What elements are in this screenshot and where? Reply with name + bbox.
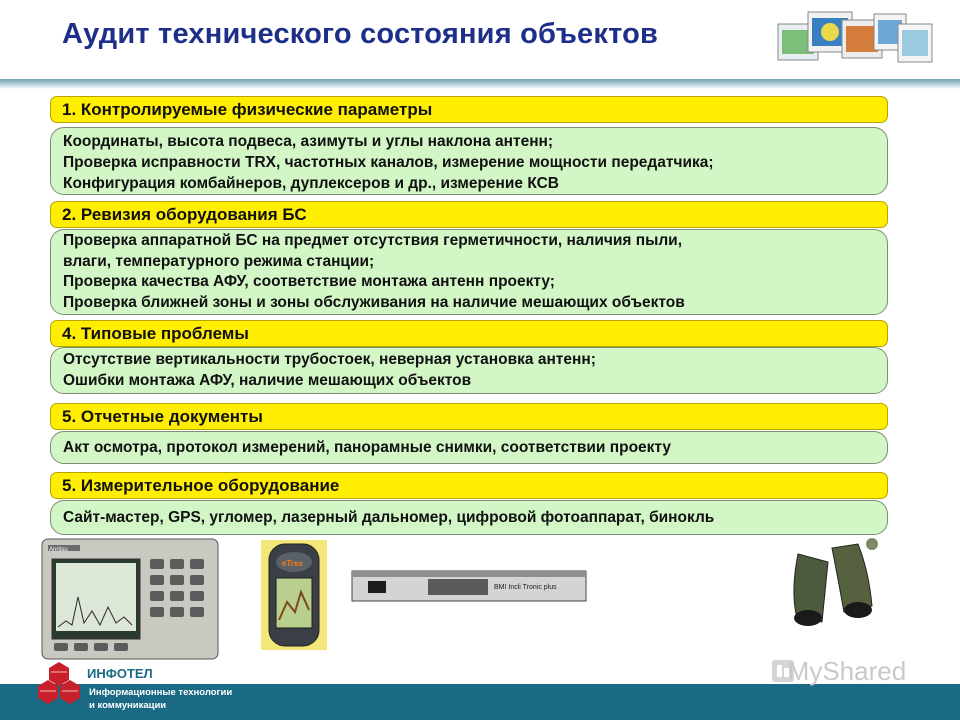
section-body-typical-problems bbox=[50, 347, 888, 394]
myshared-watermark bbox=[766, 656, 906, 687]
section-line: Проверка качества АФУ, соответствие монтажа антенн проекту; bbox=[63, 273, 555, 290]
infotel-logo-icon bbox=[36, 660, 82, 712]
section-line: Отсутствие вертикальности трубостоек, неверная установка антенн; bbox=[63, 351, 596, 368]
binoculars-photo bbox=[784, 534, 884, 630]
section-line: Проверка ближней зоны и зоны обслуживания на наличие мешающих объектов bbox=[63, 293, 685, 311]
level-brand: BMI Incli Tronic plus bbox=[494, 584, 557, 591]
section-header-physical-parameters: 1. Контролируемые физические параметры bbox=[50, 96, 888, 123]
section-header-typical-problems: 4. Типовые проблемы bbox=[50, 320, 888, 347]
title-divider bbox=[0, 79, 960, 89]
watermark-text: MyShared bbox=[787, 656, 907, 686]
slide-title: Аудит технического состояния объектов bbox=[62, 18, 659, 50]
brand-tagline-line2: и коммуникации bbox=[89, 700, 167, 711]
section-header-equipment: 5. Измерительное оборудование bbox=[50, 472, 888, 499]
brand-tagline-line1: Информационные технологии bbox=[89, 687, 233, 698]
site-master-photo bbox=[40, 537, 220, 661]
section-line: Проверка исправности TRX, частотных каналов, измерение мощности передатчика; bbox=[63, 154, 714, 171]
digital-level-photo bbox=[348, 565, 590, 607]
section-line: Конфигурация комбайнеров, дуплексеров и др., измерение КСВ bbox=[63, 175, 559, 192]
section-body-reports bbox=[50, 431, 888, 464]
section-body-physical-parameters bbox=[50, 127, 888, 195]
gps-photo bbox=[261, 540, 327, 650]
section-header-reports: 5. Отчетные документы bbox=[50, 403, 888, 430]
section-line: влаги, температурного режима станции; bbox=[63, 252, 375, 270]
section-line: Координаты, высота подвеса, азимуты и углы наклона антенн; bbox=[63, 133, 554, 150]
section-body-bs-audit bbox=[50, 229, 888, 315]
section-line: Сайт-мастер, GPS, угломер, лазерный дальномер, цифровой фотоаппарат, бинокль bbox=[63, 509, 715, 526]
gps-brand: eTrex bbox=[282, 559, 303, 568]
section-line: Акт осмотра, протокол измерений, панорамные снимки, соответствии проекту bbox=[63, 439, 672, 456]
site-master-brand: Anritsu bbox=[49, 547, 68, 553]
screenshot-thumbnails-image bbox=[776, 10, 934, 66]
brand-name: ИНФОТЕЛ bbox=[87, 666, 153, 681]
section-line: Ошибки монтажа АФУ, наличие мешающих объектов bbox=[63, 372, 472, 389]
section-line: Проверка аппаратной БС на предмет отсутствия герметичности, наличия пыли, bbox=[63, 232, 683, 249]
section-body-equipment bbox=[50, 500, 888, 535]
section-header-bs-audit: 2. Ревизия оборудования БС bbox=[50, 201, 888, 228]
